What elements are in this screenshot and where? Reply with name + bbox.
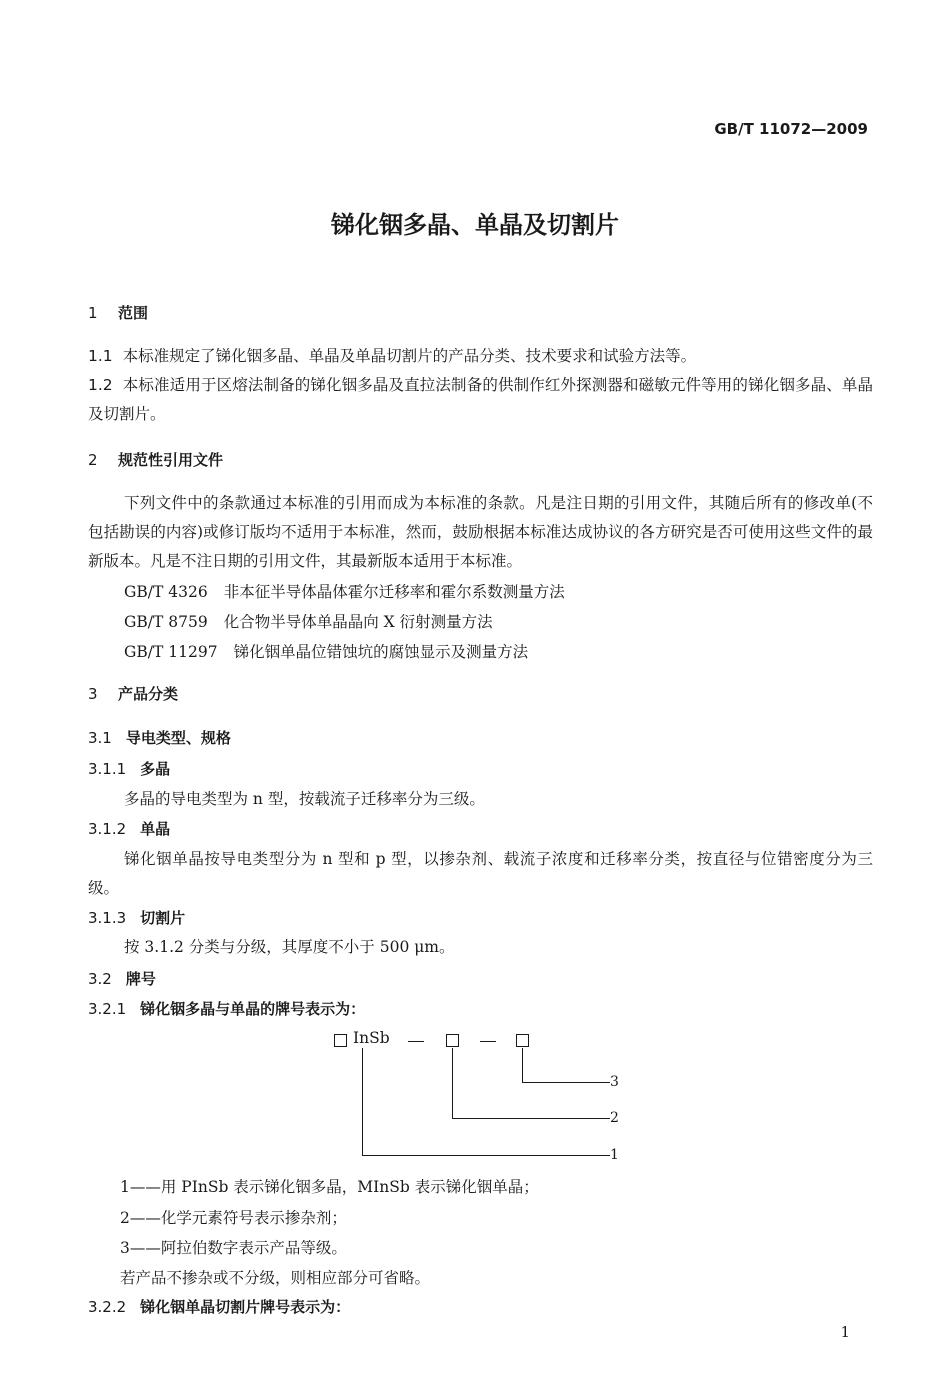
- legend-item: 1——用 PInSb 表示锑化铟多晶，MInSb 表示锑化铟单晶；: [120, 1178, 539, 1196]
- clause-number: 3.2.2: [88, 1298, 127, 1316]
- clause-number: 3.1.3: [88, 909, 127, 927]
- leader-line-2-horizontal: [452, 1118, 610, 1119]
- clause-number: 3.2: [88, 970, 112, 988]
- separator-dash: [480, 1041, 496, 1042]
- leader-line-1-vertical: [362, 1048, 363, 1155]
- clause-title: 锑化铟多晶与单晶的牌号表示为：: [140, 1000, 366, 1018]
- standard-code: GB/T 11072—2009: [714, 120, 868, 138]
- clause-title: 锑化铟单晶切割片牌号表示为：: [140, 1298, 351, 1316]
- callout-label-2: 2: [610, 1110, 619, 1126]
- section-2-heading: [88, 449, 223, 470]
- clause-3-1-3-heading: [88, 907, 185, 928]
- omission-note: 若产品不掺杂或不分级，则相应部分可省略。: [120, 1269, 431, 1287]
- leader-line-3-vertical: [522, 1048, 523, 1082]
- legend-item: 2——化学元素符号表示掺杂剂；: [120, 1209, 347, 1227]
- clause-title: 多晶: [140, 760, 171, 778]
- clause-number: 3.1: [88, 729, 112, 747]
- reference-code: GB/T 11297: [124, 643, 218, 661]
- clause-1-2: [88, 371, 873, 429]
- clause-number: 1.1: [88, 347, 113, 365]
- legend-item: 3——阿拉伯数字表示产品等级。: [120, 1239, 347, 1257]
- section-number: 1: [88, 304, 98, 322]
- field-box-3: [516, 1034, 529, 1047]
- reference-code: GB/T 8759: [124, 613, 208, 631]
- section-title: 规范性引用文件: [118, 451, 224, 469]
- clause-3-1-2-heading: [88, 818, 170, 839]
- field-box-1: [334, 1034, 347, 1047]
- clause-3-1-3-text: 按 3.1.2 分类与分级，其厚度不小于 500 μm。: [124, 938, 455, 956]
- reference-title: 非本征半导体晶体霍尔迁移率和霍尔系数测量方法: [223, 583, 565, 601]
- reference-item: [124, 610, 493, 632]
- separator-dash: [408, 1041, 424, 1042]
- callout-label-1: 1: [610, 1147, 619, 1163]
- section-title: 范围: [118, 304, 149, 322]
- clause-3-1-1-text: 多晶的导电类型为 n 型，按载流子迁移率分为三级。: [124, 790, 485, 808]
- clause-number: 3.2.1: [88, 1000, 127, 1018]
- clause-3-2-heading: [88, 968, 156, 989]
- field-box-2: [446, 1034, 459, 1047]
- page-number: 1: [840, 1323, 850, 1341]
- clause-number: 3.1.1: [88, 760, 127, 778]
- section-title: 产品分类: [118, 685, 179, 703]
- insb-label: InSb: [353, 1029, 390, 1047]
- clause-3-2-2-heading: [88, 1296, 350, 1317]
- clause-text: 本标准适用于区熔法制备的锑化铟多晶及直拉法制备的供制作红外探测器和磁敏元件等用的锑化铟多晶、单晶及切割片。: [88, 376, 873, 423]
- clause-text: 本标准规定了锑化铟多晶、单晶及单晶切割片的产品分类、技术要求和试验方法等。: [122, 347, 697, 365]
- clause-title: 切割片: [140, 909, 186, 927]
- reference-title: 锑化铟单晶位错蚀坑的腐蚀显示及测量方法: [233, 643, 529, 661]
- reference-title: 化合物半导体单晶晶向 X 衍射测量方法: [223, 613, 493, 631]
- clause-title: 牌号: [125, 970, 156, 988]
- callout-label-3: 3: [610, 1074, 619, 1090]
- section-number: 3: [88, 685, 98, 703]
- leader-line-3-horizontal: [522, 1082, 610, 1083]
- clause-3-1-heading: [88, 727, 231, 748]
- document-title: 锑化铟多晶、单晶及切割片: [331, 211, 619, 239]
- reference-item: [124, 580, 565, 602]
- leader-line-1-horizontal: [362, 1155, 610, 1156]
- section-3-heading: [88, 683, 178, 704]
- clause-1-1: [88, 342, 873, 371]
- clause-title: 单晶: [140, 820, 171, 838]
- clause-number: 3.1.2: [88, 820, 127, 838]
- section-1-heading: [88, 302, 148, 323]
- section-number: 2: [88, 451, 98, 469]
- reference-item: [124, 640, 528, 662]
- normative-references-text: 下列文件中的条款通过本标准的引用而成为本标准的条款。凡是注日期的引用文件，其随后所有的修改单(不包括勘误的内容)或修订版均不适用于本标准，然而，鼓励根据本标准达成协议的各方研究是否可使用这些文件的最新版本。凡是不注日期的引用文件，其最新版本适用于本标准。: [88, 494, 873, 570]
- clause-3-1-1-heading: [88, 758, 170, 779]
- leader-line-2-vertical: [452, 1048, 453, 1118]
- clause-3-1-2-text: 锑化铟单晶按导电类型分为 n 型和 p 型，以掺杂剂、载流子浓度和迁移率分类，按直径与位错密度分为三级。: [88, 850, 873, 897]
- clause-number: 1.2: [88, 376, 113, 394]
- clause-title: 导电类型、规格: [125, 729, 231, 747]
- designation-diagram: [330, 1028, 630, 1168]
- reference-code: GB/T 4326: [124, 583, 208, 601]
- clause-3-2-1-heading: [88, 998, 365, 1019]
